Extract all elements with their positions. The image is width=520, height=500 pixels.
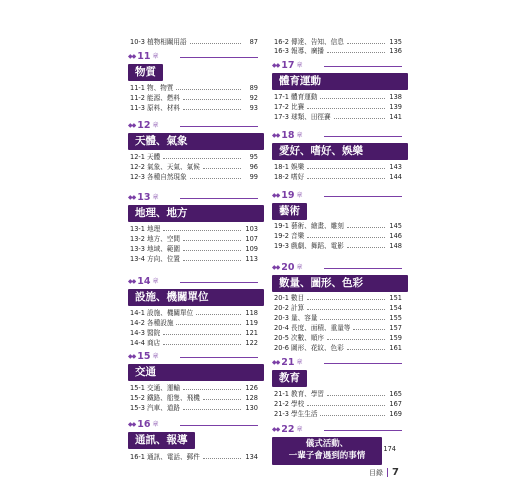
toc-entry bbox=[274, 102, 402, 112]
toc-entry bbox=[130, 383, 258, 393]
chapter-rule bbox=[324, 430, 402, 431]
chapter-number: 17 bbox=[281, 60, 295, 71]
chapter-number-label bbox=[128, 192, 158, 204]
toc-entry bbox=[274, 241, 402, 251]
entry-title: 20-2 計算 bbox=[274, 304, 305, 312]
chapter-number-label bbox=[272, 424, 302, 436]
entry-page: 143 bbox=[389, 163, 402, 171]
dot-leader bbox=[307, 107, 385, 109]
chapter-suffix: 章 bbox=[296, 192, 303, 199]
chapter-title: 體育運動 bbox=[272, 73, 408, 90]
chapter-suffix: 章 bbox=[152, 421, 159, 428]
entry-title: 21-2 學校 bbox=[274, 400, 305, 408]
chapter-number-label bbox=[128, 419, 158, 431]
entry-title: 16-1 通訊、電話、郵件 bbox=[130, 453, 200, 461]
footer-divider bbox=[387, 468, 388, 477]
entry-title: 12-1 天體 bbox=[130, 153, 161, 161]
chapter-diamond-icon: ◆◆ bbox=[272, 359, 280, 366]
chapter-diamond-icon: ◆◆ bbox=[128, 53, 136, 60]
entry-title: 20-4 長度、面積、重量等 bbox=[274, 324, 351, 332]
toc-entry bbox=[130, 172, 258, 182]
chapter-title: 通訊、報導 bbox=[128, 432, 195, 449]
chapter-diamond-icon: ◆◆ bbox=[272, 426, 280, 433]
entry-page: 121 bbox=[245, 329, 258, 337]
chapter-rule bbox=[324, 66, 402, 67]
toc-entry bbox=[130, 93, 258, 103]
chapter-suffix: 章 bbox=[152, 194, 159, 201]
dot-leader bbox=[307, 298, 385, 300]
dot-leader bbox=[183, 259, 241, 261]
entry-title: 16-3 報導、廣播 bbox=[274, 47, 325, 55]
chapter-rule bbox=[180, 425, 258, 426]
chapter-suffix: 章 bbox=[296, 62, 303, 69]
entry-page: 155 bbox=[389, 314, 402, 322]
entry-page: 93 bbox=[249, 104, 258, 112]
chapter-title: 愛好、嗜好、娛樂 bbox=[272, 143, 408, 160]
entry-page: 174 bbox=[383, 445, 396, 453]
chapter-title-line: 一輩子會遇到的事情 bbox=[288, 451, 366, 461]
chapter-rule bbox=[180, 126, 258, 127]
chapter-rule bbox=[324, 196, 402, 197]
entry-title: 11-2 能源、燃料 bbox=[130, 94, 181, 102]
entry-title: 14-2 各種設施 bbox=[130, 319, 174, 327]
toc-entry bbox=[274, 409, 402, 419]
chapter-rule bbox=[180, 57, 258, 58]
entry-page: 154 bbox=[389, 304, 402, 312]
toc-entry bbox=[274, 343, 402, 353]
dot-leader bbox=[320, 318, 385, 320]
entry-page: 161 bbox=[389, 344, 402, 352]
toc-entry bbox=[130, 318, 258, 328]
entry-title: 13-2 地方、空間 bbox=[130, 235, 181, 243]
entry-title: 18-1 娛樂 bbox=[274, 163, 305, 171]
dot-leader bbox=[347, 226, 385, 228]
toc-entry bbox=[130, 152, 258, 162]
chapter-rule bbox=[180, 198, 258, 199]
entry-page: 89 bbox=[249, 84, 258, 92]
chapter-title: 物質 bbox=[128, 64, 163, 81]
entry-page: 136 bbox=[389, 47, 402, 55]
chapter-suffix: 章 bbox=[152, 278, 159, 285]
dot-leader bbox=[203, 167, 241, 169]
chapter-diamond-icon: ◆◆ bbox=[272, 192, 280, 199]
toc-entry bbox=[130, 328, 258, 338]
toc-entry bbox=[274, 162, 402, 172]
chapter-suffix: 章 bbox=[296, 426, 303, 433]
entry-title: 14-1 設施、機關單位 bbox=[130, 309, 194, 317]
toc-entry bbox=[130, 403, 258, 413]
footer-label: 目錄 bbox=[369, 468, 383, 477]
chapter-number: 22 bbox=[281, 424, 295, 435]
entry-title: 20-3 量、容量 bbox=[274, 314, 318, 322]
entry-title: 11-3 原料、材料 bbox=[130, 104, 181, 112]
toc-entry bbox=[130, 452, 258, 462]
toc-entry bbox=[274, 112, 402, 122]
dot-leader bbox=[190, 177, 241, 179]
toc-entry bbox=[130, 37, 258, 47]
entry-title: 20-1 數目 bbox=[274, 294, 305, 302]
chapter-suffix: 章 bbox=[152, 353, 159, 360]
entry-page: 126 bbox=[245, 384, 258, 392]
dot-leader bbox=[307, 167, 385, 169]
dot-leader bbox=[183, 408, 241, 410]
entry-title: 17-2 比賽 bbox=[274, 103, 305, 111]
toc-entry bbox=[274, 221, 402, 231]
chapter-number: 18 bbox=[281, 130, 295, 141]
toc-entry bbox=[382, 444, 402, 454]
entry-title: 14-4 商店 bbox=[130, 339, 161, 347]
entry-title: 21-1 教育、學習 bbox=[274, 390, 325, 398]
toc-entry bbox=[130, 83, 258, 93]
entry-page: 107 bbox=[245, 235, 258, 243]
entry-page: 128 bbox=[245, 394, 258, 402]
entry-title: 16-2 傳達、告知、信息 bbox=[274, 38, 344, 46]
entry-title: 13-4 方向、位置 bbox=[130, 255, 181, 263]
chapter-rule bbox=[324, 363, 402, 364]
entry-page: 145 bbox=[389, 222, 402, 230]
chapter-number-label bbox=[272, 190, 302, 202]
entry-title: 17-3 球類、田徑賽 bbox=[274, 113, 331, 121]
entry-title: 15-3 汽車、道路 bbox=[130, 404, 181, 412]
dot-leader bbox=[327, 394, 385, 396]
chapter-diamond-icon: ◆◆ bbox=[128, 122, 136, 129]
chapter-number: 15 bbox=[137, 351, 151, 362]
dot-leader bbox=[347, 348, 385, 350]
chapter-number-label bbox=[272, 60, 302, 72]
chapter-title: 藝術 bbox=[272, 203, 307, 220]
entry-page: 148 bbox=[389, 242, 402, 250]
chapter-title: 教育 bbox=[272, 370, 307, 387]
entry-page: 144 bbox=[389, 173, 402, 181]
entry-page: 109 bbox=[245, 245, 258, 253]
chapter-number-label bbox=[272, 130, 302, 142]
chapter-number: 12 bbox=[137, 120, 151, 131]
page-number: 7 bbox=[392, 467, 399, 478]
dot-leader bbox=[320, 97, 385, 99]
toc-entry bbox=[130, 254, 258, 264]
dot-leader bbox=[353, 328, 385, 330]
chapter-suffix: 章 bbox=[296, 132, 303, 139]
chapter-rule bbox=[180, 357, 258, 358]
chapter-diamond-icon: ◆◆ bbox=[128, 278, 136, 285]
entry-title: 20-5 次數、順序 bbox=[274, 334, 325, 342]
toc-entry bbox=[130, 224, 258, 234]
chapter-number: 14 bbox=[137, 276, 151, 287]
toc-entry bbox=[130, 338, 258, 348]
chapter-number: 13 bbox=[137, 192, 151, 203]
entry-page: 95 bbox=[249, 153, 258, 161]
toc-entry bbox=[274, 333, 402, 343]
chapter-number-label bbox=[128, 276, 158, 288]
chapter-title: 交通 bbox=[128, 364, 264, 381]
chapter-number: 19 bbox=[281, 190, 295, 201]
toc-entry bbox=[130, 393, 258, 403]
entry-title: 11-1 物、物質 bbox=[130, 84, 174, 92]
chapter-number: 11 bbox=[137, 51, 151, 62]
entry-title: 12-3 各種自然現象 bbox=[130, 173, 187, 181]
entry-page: 119 bbox=[245, 319, 258, 327]
toc-entry bbox=[274, 46, 402, 56]
toc-entry bbox=[274, 399, 402, 409]
dot-leader bbox=[163, 157, 241, 159]
chapter-number-label bbox=[128, 351, 158, 363]
entry-page: 165 bbox=[389, 390, 402, 398]
dot-leader bbox=[203, 398, 241, 400]
chapter-title: 天體、氣象 bbox=[128, 133, 264, 150]
entry-page: 169 bbox=[389, 410, 402, 418]
toc-entry bbox=[130, 103, 258, 113]
dot-leader bbox=[196, 313, 241, 315]
dot-leader bbox=[203, 457, 241, 459]
chapter-suffix: 章 bbox=[152, 122, 159, 129]
chapter-number: 16 bbox=[137, 419, 151, 430]
chapter-suffix: 章 bbox=[296, 359, 303, 366]
dot-leader bbox=[320, 414, 385, 416]
dot-leader bbox=[307, 404, 385, 406]
dot-leader bbox=[176, 323, 241, 325]
toc-entry bbox=[274, 303, 402, 313]
dot-leader bbox=[163, 333, 241, 335]
toc-entry bbox=[130, 244, 258, 254]
entry-page: 135 bbox=[389, 38, 402, 46]
dot-leader bbox=[176, 88, 241, 90]
entry-page: 103 bbox=[245, 225, 258, 233]
chapter-number-label bbox=[272, 262, 302, 274]
entry-title: 13-3 地域、範圍 bbox=[130, 245, 181, 253]
entry-page: 130 bbox=[245, 404, 258, 412]
chapter-rule bbox=[324, 136, 402, 137]
chapter-number: 20 bbox=[281, 262, 295, 273]
chapter-number-label bbox=[128, 51, 158, 63]
toc-entry bbox=[274, 389, 402, 399]
chapter-suffix: 章 bbox=[152, 53, 159, 60]
toc-entry bbox=[130, 234, 258, 244]
entry-title: 19-3 戲劇、舞蹈、電影 bbox=[274, 242, 344, 250]
chapter-number-label bbox=[272, 357, 302, 369]
dot-leader bbox=[190, 42, 241, 44]
dot-leader bbox=[307, 308, 385, 310]
chapter-title: 數量、圖形、色彩 bbox=[272, 275, 408, 292]
entry-title: 10-3 植物相關用語 bbox=[130, 38, 187, 46]
entry-page: 99 bbox=[249, 173, 258, 181]
entry-page: 87 bbox=[249, 38, 258, 46]
chapter-number: 21 bbox=[281, 357, 295, 368]
entry-title: 15-1 交通、運輸 bbox=[130, 384, 181, 392]
chapter-diamond-icon: ◆◆ bbox=[272, 132, 280, 139]
entry-page: 141 bbox=[389, 113, 402, 121]
dot-leader bbox=[183, 108, 241, 110]
entry-title: 19-2 音樂 bbox=[274, 232, 305, 240]
entry-title: 18-2 嗜好 bbox=[274, 173, 305, 181]
entry-page: 167 bbox=[389, 400, 402, 408]
dot-leader bbox=[347, 42, 385, 44]
chapter-title: 地理、地方 bbox=[128, 205, 264, 222]
dot-leader bbox=[347, 246, 385, 248]
entry-page: 96 bbox=[249, 163, 258, 171]
entry-title: 17-1 體育運動 bbox=[274, 93, 318, 101]
entry-title: 14-3 醫院 bbox=[130, 329, 161, 337]
entry-page: 146 bbox=[389, 232, 402, 240]
chapter-title-line: 儀式活動、 bbox=[305, 439, 349, 449]
entry-title: 13-1 地理 bbox=[130, 225, 161, 233]
toc-entry bbox=[274, 231, 402, 241]
dot-leader bbox=[307, 236, 385, 238]
toc-entry bbox=[274, 293, 402, 303]
chapter-title bbox=[272, 437, 382, 465]
chapter-rule bbox=[324, 268, 402, 269]
toc-entry bbox=[274, 323, 402, 333]
dot-leader bbox=[163, 229, 241, 231]
entry-page: 138 bbox=[389, 93, 402, 101]
chapter-number-label bbox=[128, 120, 158, 132]
toc-entry bbox=[274, 172, 402, 182]
dot-leader bbox=[163, 343, 241, 345]
dot-leader bbox=[327, 338, 385, 340]
chapter-diamond-icon: ◆◆ bbox=[128, 421, 136, 428]
dot-leader bbox=[183, 239, 241, 241]
dot-leader bbox=[334, 117, 385, 119]
dot-leader bbox=[183, 388, 241, 390]
chapter-suffix: 章 bbox=[296, 264, 303, 271]
entry-page: 159 bbox=[389, 334, 402, 342]
entry-title: 20-6 圖形、花紋、色彩 bbox=[274, 344, 344, 352]
chapter-diamond-icon: ◆◆ bbox=[272, 264, 280, 271]
toc-entry bbox=[274, 313, 402, 323]
dot-leader bbox=[183, 249, 241, 251]
entry-page: 113 bbox=[245, 255, 258, 263]
toc-entry bbox=[130, 162, 258, 172]
entry-page: 122 bbox=[245, 339, 258, 347]
dot-leader bbox=[327, 51, 385, 53]
entry-page: 157 bbox=[389, 324, 402, 332]
toc-entry bbox=[274, 92, 402, 102]
chapter-title: 設施、機關單位 bbox=[128, 289, 264, 306]
entry-page: 134 bbox=[245, 453, 258, 461]
entry-title: 21-3 學生生活 bbox=[274, 410, 318, 418]
entry-page: 118 bbox=[245, 309, 258, 317]
entry-page: 92 bbox=[249, 94, 258, 102]
entry-page: 139 bbox=[389, 103, 402, 111]
dot-leader bbox=[183, 98, 241, 100]
entry-page: 151 bbox=[389, 294, 402, 302]
page-footer bbox=[369, 467, 399, 478]
entry-title: 12-2 氣象、天氣、氣候 bbox=[130, 163, 200, 171]
entry-title: 19-1 藝術、繪畫、雕刻 bbox=[274, 222, 344, 230]
dot-leader bbox=[307, 177, 385, 179]
chapter-diamond-icon: ◆◆ bbox=[272, 62, 280, 69]
toc-entry bbox=[130, 308, 258, 318]
chapter-diamond-icon: ◆◆ bbox=[128, 194, 136, 201]
chapter-diamond-icon: ◆◆ bbox=[128, 353, 136, 360]
chapter-rule bbox=[180, 282, 258, 283]
entry-title: 15-2 鐵路、船隻、飛機 bbox=[130, 394, 200, 402]
